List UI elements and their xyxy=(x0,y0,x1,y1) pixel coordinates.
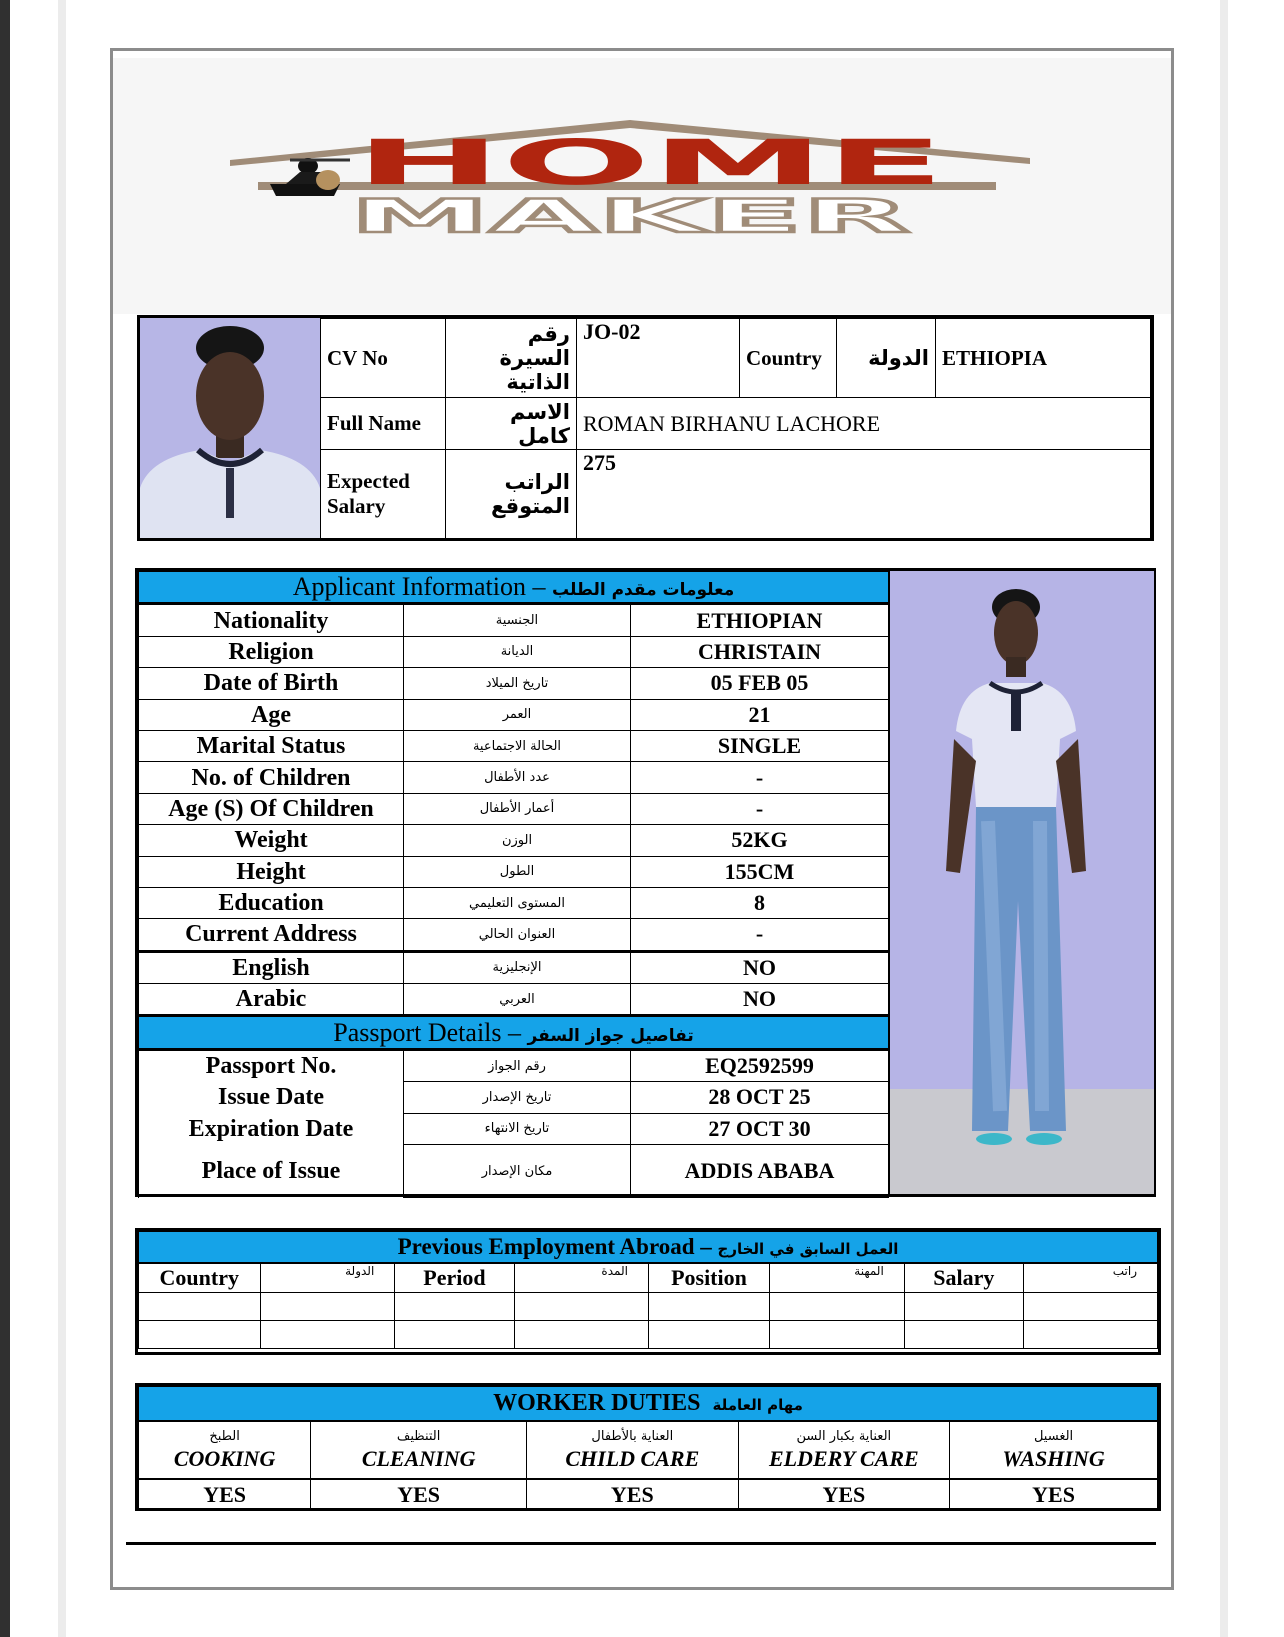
applicant-row xyxy=(139,919,889,951)
duty-name-ar: العناية بكبار السن xyxy=(796,1428,892,1444)
applicant-field-label: English xyxy=(139,951,404,983)
employment-cell xyxy=(139,1293,261,1321)
duty-name-ar: الغسيل xyxy=(1033,1428,1074,1444)
employment-col-header: Period xyxy=(395,1263,514,1293)
passport-field-label: Issue Date xyxy=(139,1082,404,1113)
passport-field-label-ar: تاريخ الانتهاء xyxy=(404,1113,631,1144)
applicant-field-value: 21 xyxy=(631,699,889,730)
applicant-field-label-ar: العمر xyxy=(404,699,631,730)
duty-name-ar: التنظيف xyxy=(396,1428,441,1444)
page-margin-left xyxy=(58,0,66,1637)
passport-row xyxy=(139,1082,889,1113)
applicant-field-value: 05 FEB 05 xyxy=(631,668,889,699)
passport-field-label-ar: تاريخ الإصدار xyxy=(404,1082,631,1113)
applicant-field-value: SINGLE xyxy=(631,730,889,761)
employment-empty-row xyxy=(139,1293,1158,1321)
svg-text:MAKER: MAKER xyxy=(350,189,910,243)
applicant-field-value: - xyxy=(631,762,889,793)
duty-cell xyxy=(527,1421,738,1479)
footer-rule xyxy=(126,1542,1156,1545)
employment-cell xyxy=(648,1293,769,1321)
applicant-title-row xyxy=(139,572,889,604)
applicant-field-label: Age xyxy=(139,699,404,730)
passport-field-label-ar: مكان الإصدار xyxy=(404,1145,631,1198)
applicant-row xyxy=(139,793,889,824)
housemaid-figure-icon xyxy=(270,158,350,196)
duties-name-row xyxy=(139,1421,1158,1479)
applicant-row xyxy=(139,699,889,730)
expected-salary-label-ar: الراتب المتوقع xyxy=(446,450,577,539)
applicant-row xyxy=(139,604,889,636)
cv-no-value: JO-02 xyxy=(577,319,740,398)
applicant-field-label-ar: الوزن xyxy=(404,825,631,856)
full-body-photo xyxy=(889,571,1154,1194)
applicant-field-label: Date of Birth xyxy=(139,668,404,699)
applicant-title: Applicant Information – xyxy=(292,572,552,602)
duty-name: ELDERY CARE xyxy=(768,1445,919,1471)
applicant-row xyxy=(139,825,889,856)
employment-cell xyxy=(514,1293,648,1321)
applicant-field-value: ETHIOPIAN xyxy=(631,604,889,636)
employment-title-row xyxy=(139,1232,1158,1264)
passport-title-row xyxy=(139,1016,889,1049)
employment-table xyxy=(138,1231,1158,1349)
applicant-row xyxy=(139,636,889,667)
duties-title: WORKER DUTIES xyxy=(493,1390,701,1416)
applicant-field-value: 8 xyxy=(631,887,889,918)
employment-cell xyxy=(260,1321,395,1349)
passport-field-value: 27 OCT 30 xyxy=(631,1113,889,1144)
applicant-field-label: Height xyxy=(139,856,404,887)
applicant-field-value: CHRISTAIN xyxy=(631,636,889,667)
passport-field-label: Expiration Date xyxy=(139,1113,404,1144)
applicant-row xyxy=(139,856,889,887)
duties-title-row xyxy=(139,1387,1158,1422)
employment-col-header: Salary xyxy=(904,1263,1023,1293)
cv-no-label: CV No xyxy=(321,319,446,398)
employment-col-header: Position xyxy=(648,1263,769,1293)
page-margin-right xyxy=(1220,0,1228,1637)
home-maker-logo xyxy=(230,120,1080,255)
applicant-field-label-ar: العنوان الحالي xyxy=(404,919,631,951)
passport-row xyxy=(139,1145,889,1198)
applicant-field-label-ar: الجنسية xyxy=(404,604,631,636)
applicant-row xyxy=(139,984,889,1016)
duty-name: COOKING xyxy=(173,1445,276,1471)
applicant-field-label: Age (S) Of Children xyxy=(139,793,404,824)
passport-title-ar: تفاصيل جواز السفر xyxy=(527,1025,694,1046)
applicant-title-ar: معلومات مقدم الطلب xyxy=(551,580,735,601)
applicant-field-label-ar: الديانة xyxy=(404,636,631,667)
full-name-label-ar: الاسم كامل xyxy=(446,398,577,450)
applicant-field-label-ar: العربي xyxy=(404,984,631,1016)
applicant-table xyxy=(138,571,889,1198)
duties-table xyxy=(138,1386,1158,1511)
employment-col-header-ar: راتب xyxy=(1023,1263,1157,1293)
duty-value: YES xyxy=(527,1479,738,1511)
applicant-field-label-ar: عدد الأطفال xyxy=(404,762,631,793)
applicant-row xyxy=(139,951,889,983)
passport-row xyxy=(139,1049,889,1081)
applicant-field-value: NO xyxy=(631,951,889,983)
expected-salary-value: 275 xyxy=(577,450,1151,539)
employment-cell xyxy=(139,1321,261,1349)
duty-name-ar: العناية بالأطفال xyxy=(591,1428,674,1444)
duty-value: YES xyxy=(139,1479,311,1511)
country-label-ar: الدولة xyxy=(837,319,936,398)
employment-cell xyxy=(770,1321,905,1349)
applicant-field-label-ar: الحالة الاجتماعية xyxy=(404,730,631,761)
duty-cell xyxy=(950,1421,1158,1479)
applicant-field-label-ar: تاريخ الميلاد xyxy=(404,668,631,699)
duty-name-ar: الطبخ xyxy=(209,1428,240,1444)
applicant-field-label: Arabic xyxy=(139,984,404,1016)
employment-cell xyxy=(904,1321,1023,1349)
employment-empty-row xyxy=(139,1321,1158,1349)
cv-no-label-ar: رقم السيرة الذاتية xyxy=(446,319,577,398)
employment-cell xyxy=(395,1293,514,1321)
duty-value: YES xyxy=(950,1479,1158,1511)
window-edge-left xyxy=(0,0,10,1637)
employment-title-ar: العمل السابق في الخارج xyxy=(717,1240,899,1258)
country-label: Country xyxy=(740,319,837,398)
passport-title: Passport Details – xyxy=(333,1017,528,1047)
employment-cell xyxy=(648,1321,769,1349)
country-value: ETHIOPIA xyxy=(936,319,1151,398)
employment-cell xyxy=(1023,1321,1157,1349)
employment-col-header-ar: المدة xyxy=(514,1263,648,1293)
cv-header-table xyxy=(320,318,1151,539)
duty-value: YES xyxy=(311,1479,527,1511)
passport-field-label: Place of Issue xyxy=(139,1145,404,1198)
duty-name: CLEANING xyxy=(361,1445,476,1471)
passport-field-value: 28 OCT 25 xyxy=(631,1082,889,1113)
employment-cell xyxy=(1023,1293,1157,1321)
svg-text:HOME: HOME xyxy=(355,126,945,199)
passport-field-label: Passport No. xyxy=(139,1049,404,1081)
applicant-field-label: Education xyxy=(139,887,404,918)
duty-name: CHILD CARE xyxy=(565,1445,700,1471)
applicant-field-label-ar: الطول xyxy=(404,856,631,887)
employment-title: Previous Employment Abroad – xyxy=(397,1234,718,1259)
duty-name: WASHING xyxy=(1002,1445,1105,1471)
applicant-field-label: Religion xyxy=(139,636,404,667)
applicant-field-label: No. of Children xyxy=(139,762,404,793)
expected-salary-label: Expected Salary xyxy=(321,450,446,539)
applicant-field-value: NO xyxy=(631,984,889,1016)
applicant-field-value: - xyxy=(631,919,889,951)
duties-title-ar: مهام العاملة xyxy=(712,1396,803,1414)
employment-cell xyxy=(770,1293,905,1321)
duty-cell xyxy=(311,1421,527,1479)
employment-header-row xyxy=(139,1263,1158,1293)
employment-cell xyxy=(260,1293,395,1321)
applicant-row xyxy=(139,668,889,699)
full-name-value: ROMAN BIRHANU LACHORE xyxy=(577,398,1151,450)
applicant-field-label-ar: المستوى التعليمي xyxy=(404,887,631,918)
duty-value: YES xyxy=(738,1479,950,1511)
employment-col-header: Country xyxy=(139,1263,261,1293)
portrait-photo xyxy=(140,318,320,538)
applicant-field-label: Marital Status xyxy=(139,730,404,761)
duties-value-row xyxy=(139,1479,1158,1511)
passport-field-value: EQ2592599 xyxy=(631,1049,889,1081)
full-name-label: Full Name xyxy=(321,398,446,450)
applicant-row xyxy=(139,887,889,918)
applicant-row xyxy=(139,762,889,793)
passport-field-label-ar: رقم الجواز xyxy=(404,1049,631,1081)
applicant-field-label: Current Address xyxy=(139,919,404,951)
duty-cell xyxy=(139,1421,311,1479)
duty-cell xyxy=(738,1421,950,1479)
passport-field-value: ADDIS ABABA xyxy=(631,1145,889,1198)
passport-row xyxy=(139,1113,889,1144)
applicant-field-label-ar: أعمار الأطفال xyxy=(404,793,631,824)
applicant-field-value: - xyxy=(631,793,889,824)
employment-col-header-ar: المهنة xyxy=(770,1263,905,1293)
applicant-field-label-ar: الإنجليزية xyxy=(404,951,631,983)
applicant-field-label: Nationality xyxy=(139,604,404,636)
employment-col-header-ar: الدولة xyxy=(260,1263,395,1293)
employment-cell xyxy=(395,1321,514,1349)
applicant-row xyxy=(139,730,889,761)
employment-cell xyxy=(904,1293,1023,1321)
employment-cell xyxy=(514,1321,648,1349)
applicant-field-value: 155CM xyxy=(631,856,889,887)
applicant-field-label: Weight xyxy=(139,825,404,856)
applicant-field-value: 52KG xyxy=(631,825,889,856)
